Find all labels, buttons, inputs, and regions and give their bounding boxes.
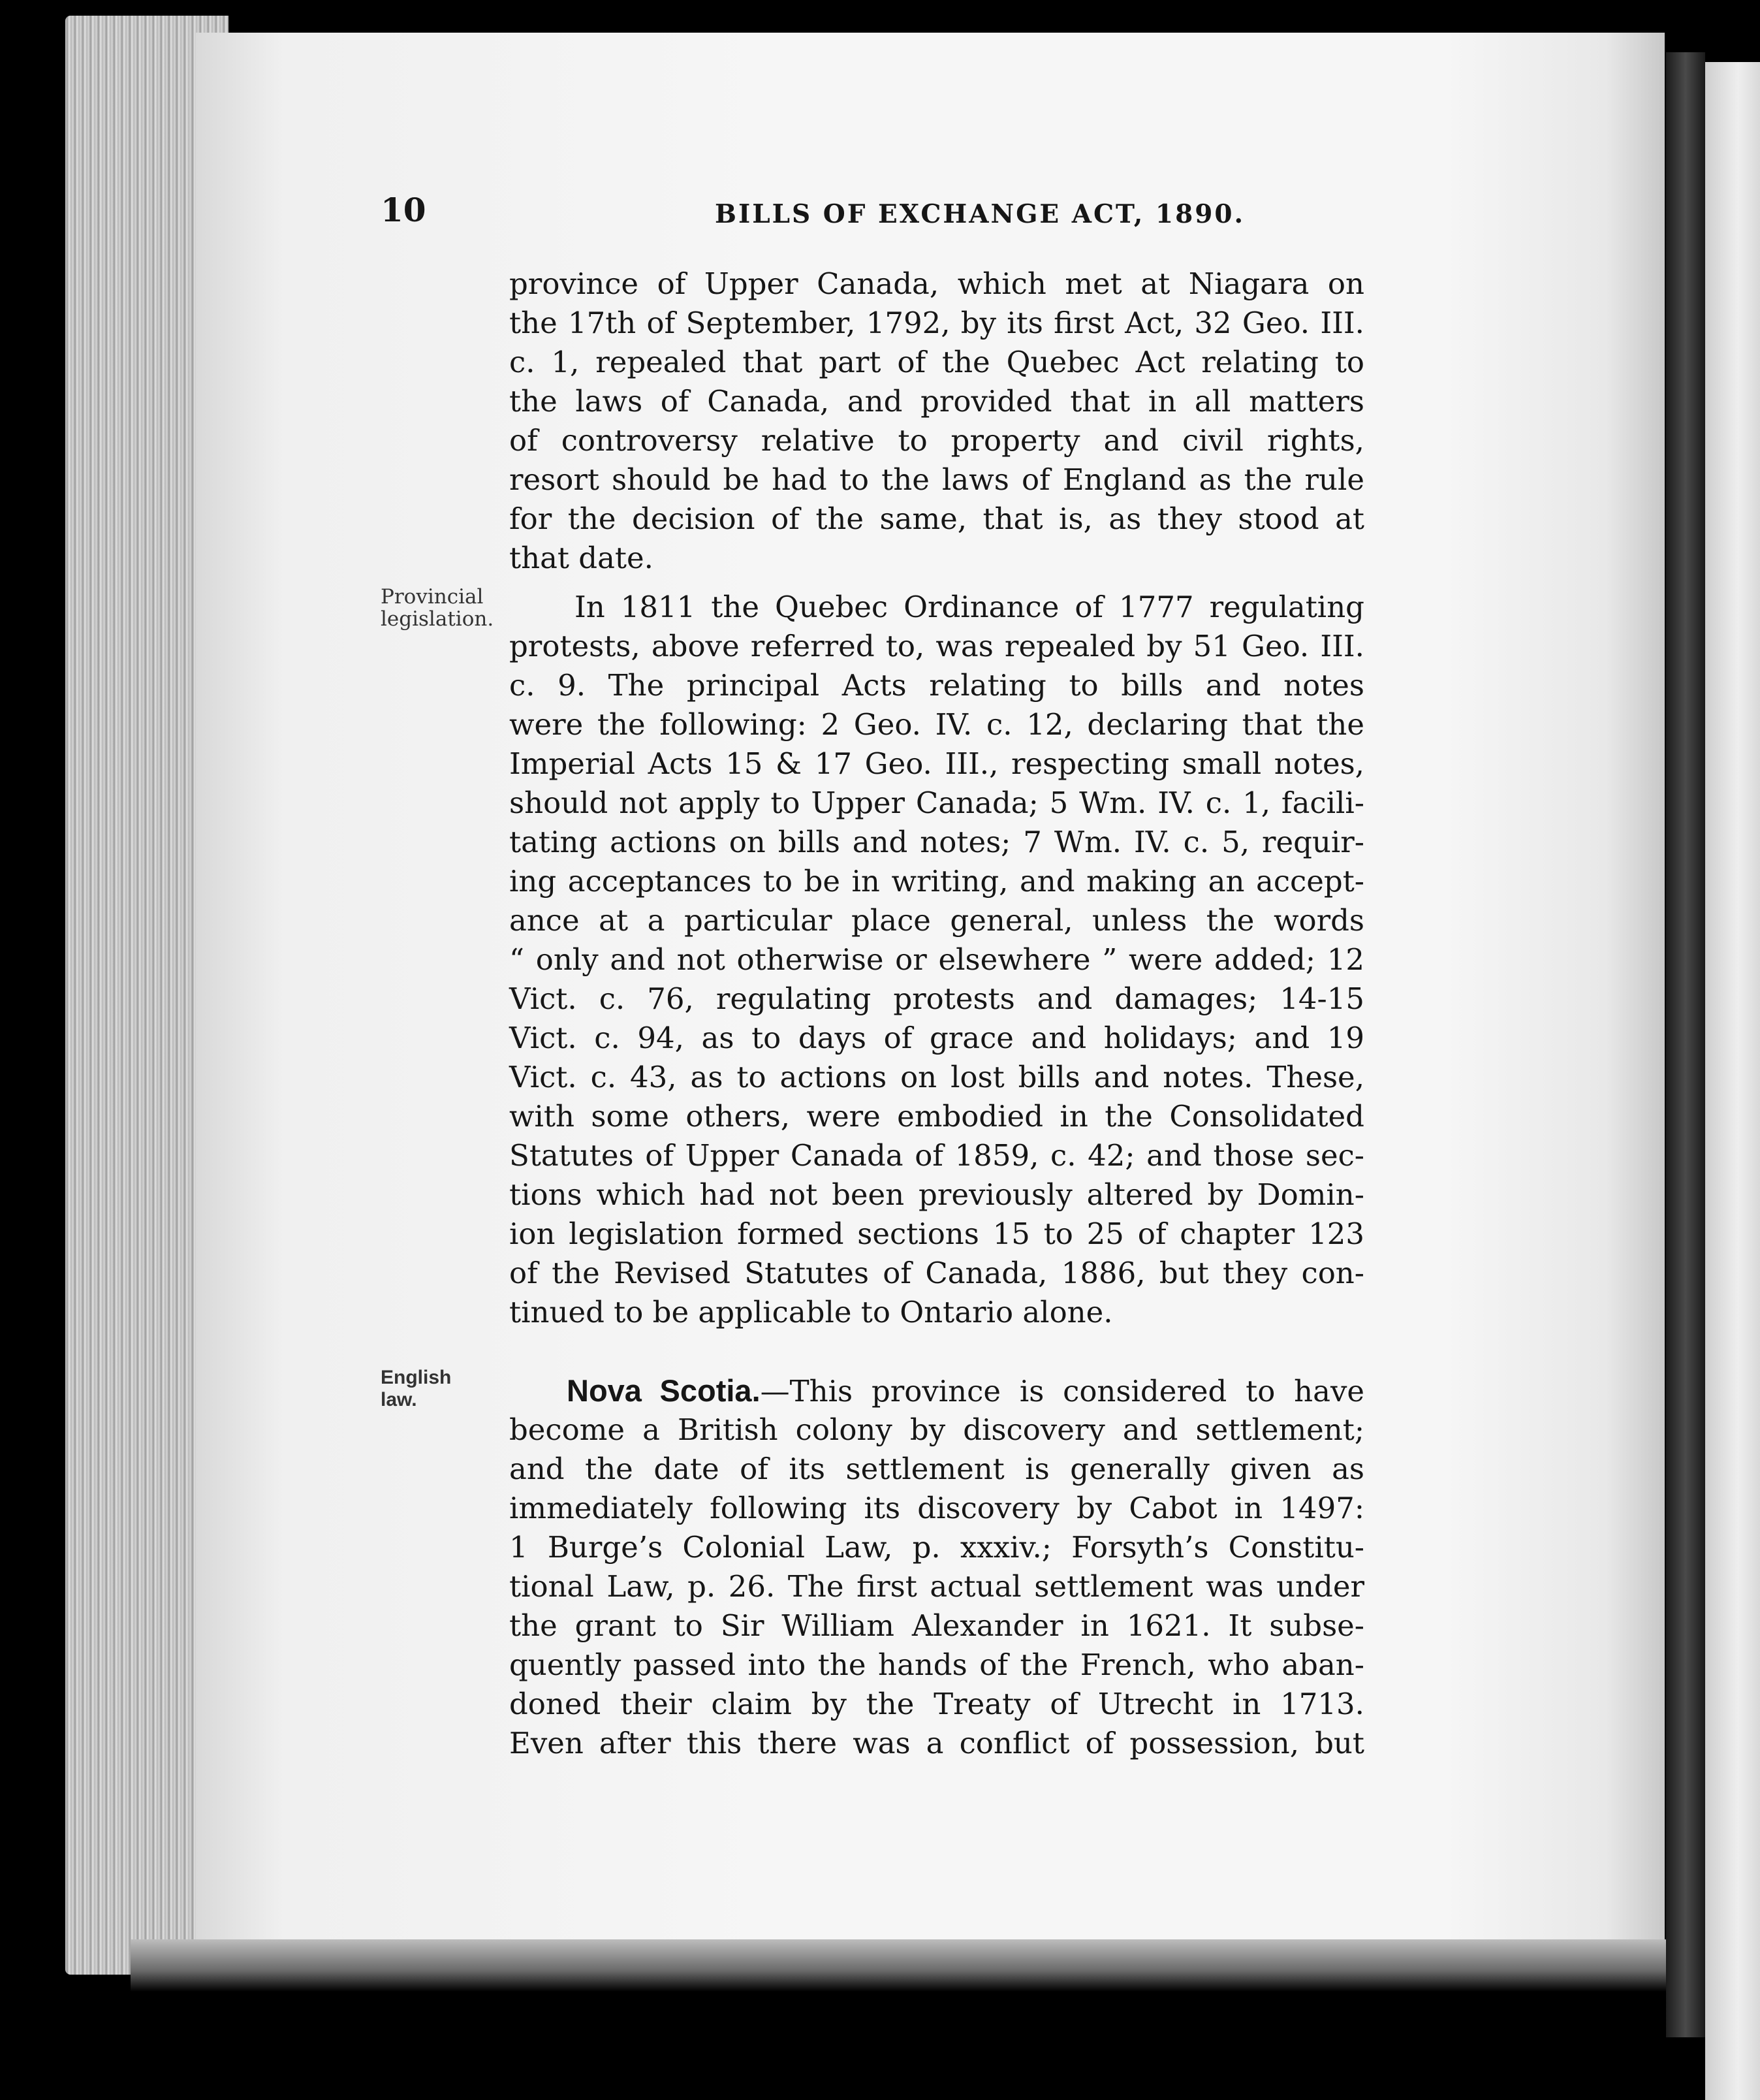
body-line: In 1811 the Quebec Ordinance of 1777 regulating: [574, 590, 1364, 624]
body-line: the laws of Canada, and provided that in all matters: [509, 384, 1364, 419]
body-line: tions which had not been previously altered by Domin-: [509, 1177, 1364, 1212]
body-line: the 17th of September, 1792, by its first Act, 32 Geo. III.: [509, 306, 1364, 340]
body-line: immediately following its discovery by Cabot in 1497:: [509, 1491, 1364, 1525]
body-line: province of Upper Canada, which met at Niagara on: [509, 266, 1364, 301]
body-line: tinued to be applicable to Ontario alone.: [509, 1295, 1113, 1329]
running-title: BILLS OF EXCHANGE ACT, 1890.: [715, 199, 1246, 229]
body-line: tional Law, p. 26. The first actual settlement was under: [509, 1569, 1364, 1604]
body-line: were the following: 2 Geo. IV. c. 12, declaring that the: [509, 707, 1364, 742]
body-line: 1 Burge’s Colonial Law, p. xxxiv.; Forsyth’s Constitu-: [509, 1530, 1364, 1565]
body-line: tating actions on bills and notes; 7 Wm. IV. c. 5, requir-: [509, 825, 1364, 859]
body-line: Even after this there was a conflict of possession, but: [509, 1726, 1364, 1760]
margin-note-line: Provincial: [381, 585, 484, 609]
section-heading-nova-scotia: Nova Scotia.: [567, 1373, 761, 1408]
body-line: Vict. c. 76, regulating protests and damages; 14-15: [509, 981, 1364, 1016]
body-line: ing acceptances to be in writing, and making an accept-: [509, 864, 1364, 899]
body-line: “ only and not otherwise or elsewhere ” were added; 12: [509, 942, 1364, 977]
body-line: the grant to Sir William Alexander in 1621. It subse-: [509, 1608, 1364, 1643]
facing-page-edge: [1705, 62, 1760, 2100]
body-line: protests, above referred to, was repealed by 51 Geo. III.: [509, 629, 1364, 663]
margin-note-provincial-legislation: [381, 586, 494, 630]
margin-note-line: law.: [381, 1389, 417, 1410]
body-line: with some others, were embodied in the Consolidated: [509, 1099, 1364, 1134]
body-line: Imperial Acts 15 & 17 Geo. III., respecting small notes,: [509, 746, 1364, 781]
margin-note-english-law: [381, 1367, 451, 1411]
body-line: become a British colony by discovery and settlement;: [509, 1412, 1364, 1447]
body-line: for the decision of the same, that is, as they stood at: [509, 501, 1364, 536]
body-line: Vict. c. 94, as to days of grace and holidays; and 19: [509, 1021, 1364, 1055]
body-line: ion legislation formed sections 15 to 25 of chapter 123: [509, 1217, 1364, 1251]
page-number: 10: [381, 191, 426, 229]
body-line: Vict. c. 43, as to actions on lost bills and notes. These,: [509, 1060, 1364, 1094]
body-line: should not apply to Upper Canada; 5 Wm. IV. c. 1, facili-: [509, 786, 1364, 820]
body-line: quently passed into the hands of the French, who aban-: [509, 1647, 1364, 1682]
heading-line-continuation: —This province is considered to have: [760, 1374, 1364, 1408]
page-bottom-shadow: [131, 1939, 1671, 1992]
book-gutter: [1666, 52, 1705, 2037]
body-line: Statutes of Upper Canada of 1859, c. 42; and those sec-: [509, 1138, 1364, 1173]
body-line: ance at a particular place general, unless the words: [509, 903, 1364, 938]
body-line: resort should be had to the laws of England as the rule: [509, 462, 1364, 497]
margin-note-line: English: [381, 1367, 452, 1388]
body-line: of the Revised Statutes of Canada, 1886, but they con-: [509, 1256, 1364, 1290]
body-line: and the date of its settlement is generally given as: [509, 1452, 1364, 1486]
body-line: of controversy relative to property and civil rights,: [509, 423, 1364, 458]
body-line: c. 1, repealed that part of the Quebec Act relating to: [509, 345, 1364, 379]
body-line: c. 9. The principal Acts relating to bills and notes: [509, 668, 1364, 703]
body-line: doned their claim by the Treaty of Utrecht in 1713.: [509, 1687, 1364, 1721]
margin-note-line: legislation.: [381, 607, 494, 631]
body-line-with-heading: [567, 1371, 1364, 1411]
body-line: that date.: [509, 541, 653, 575]
